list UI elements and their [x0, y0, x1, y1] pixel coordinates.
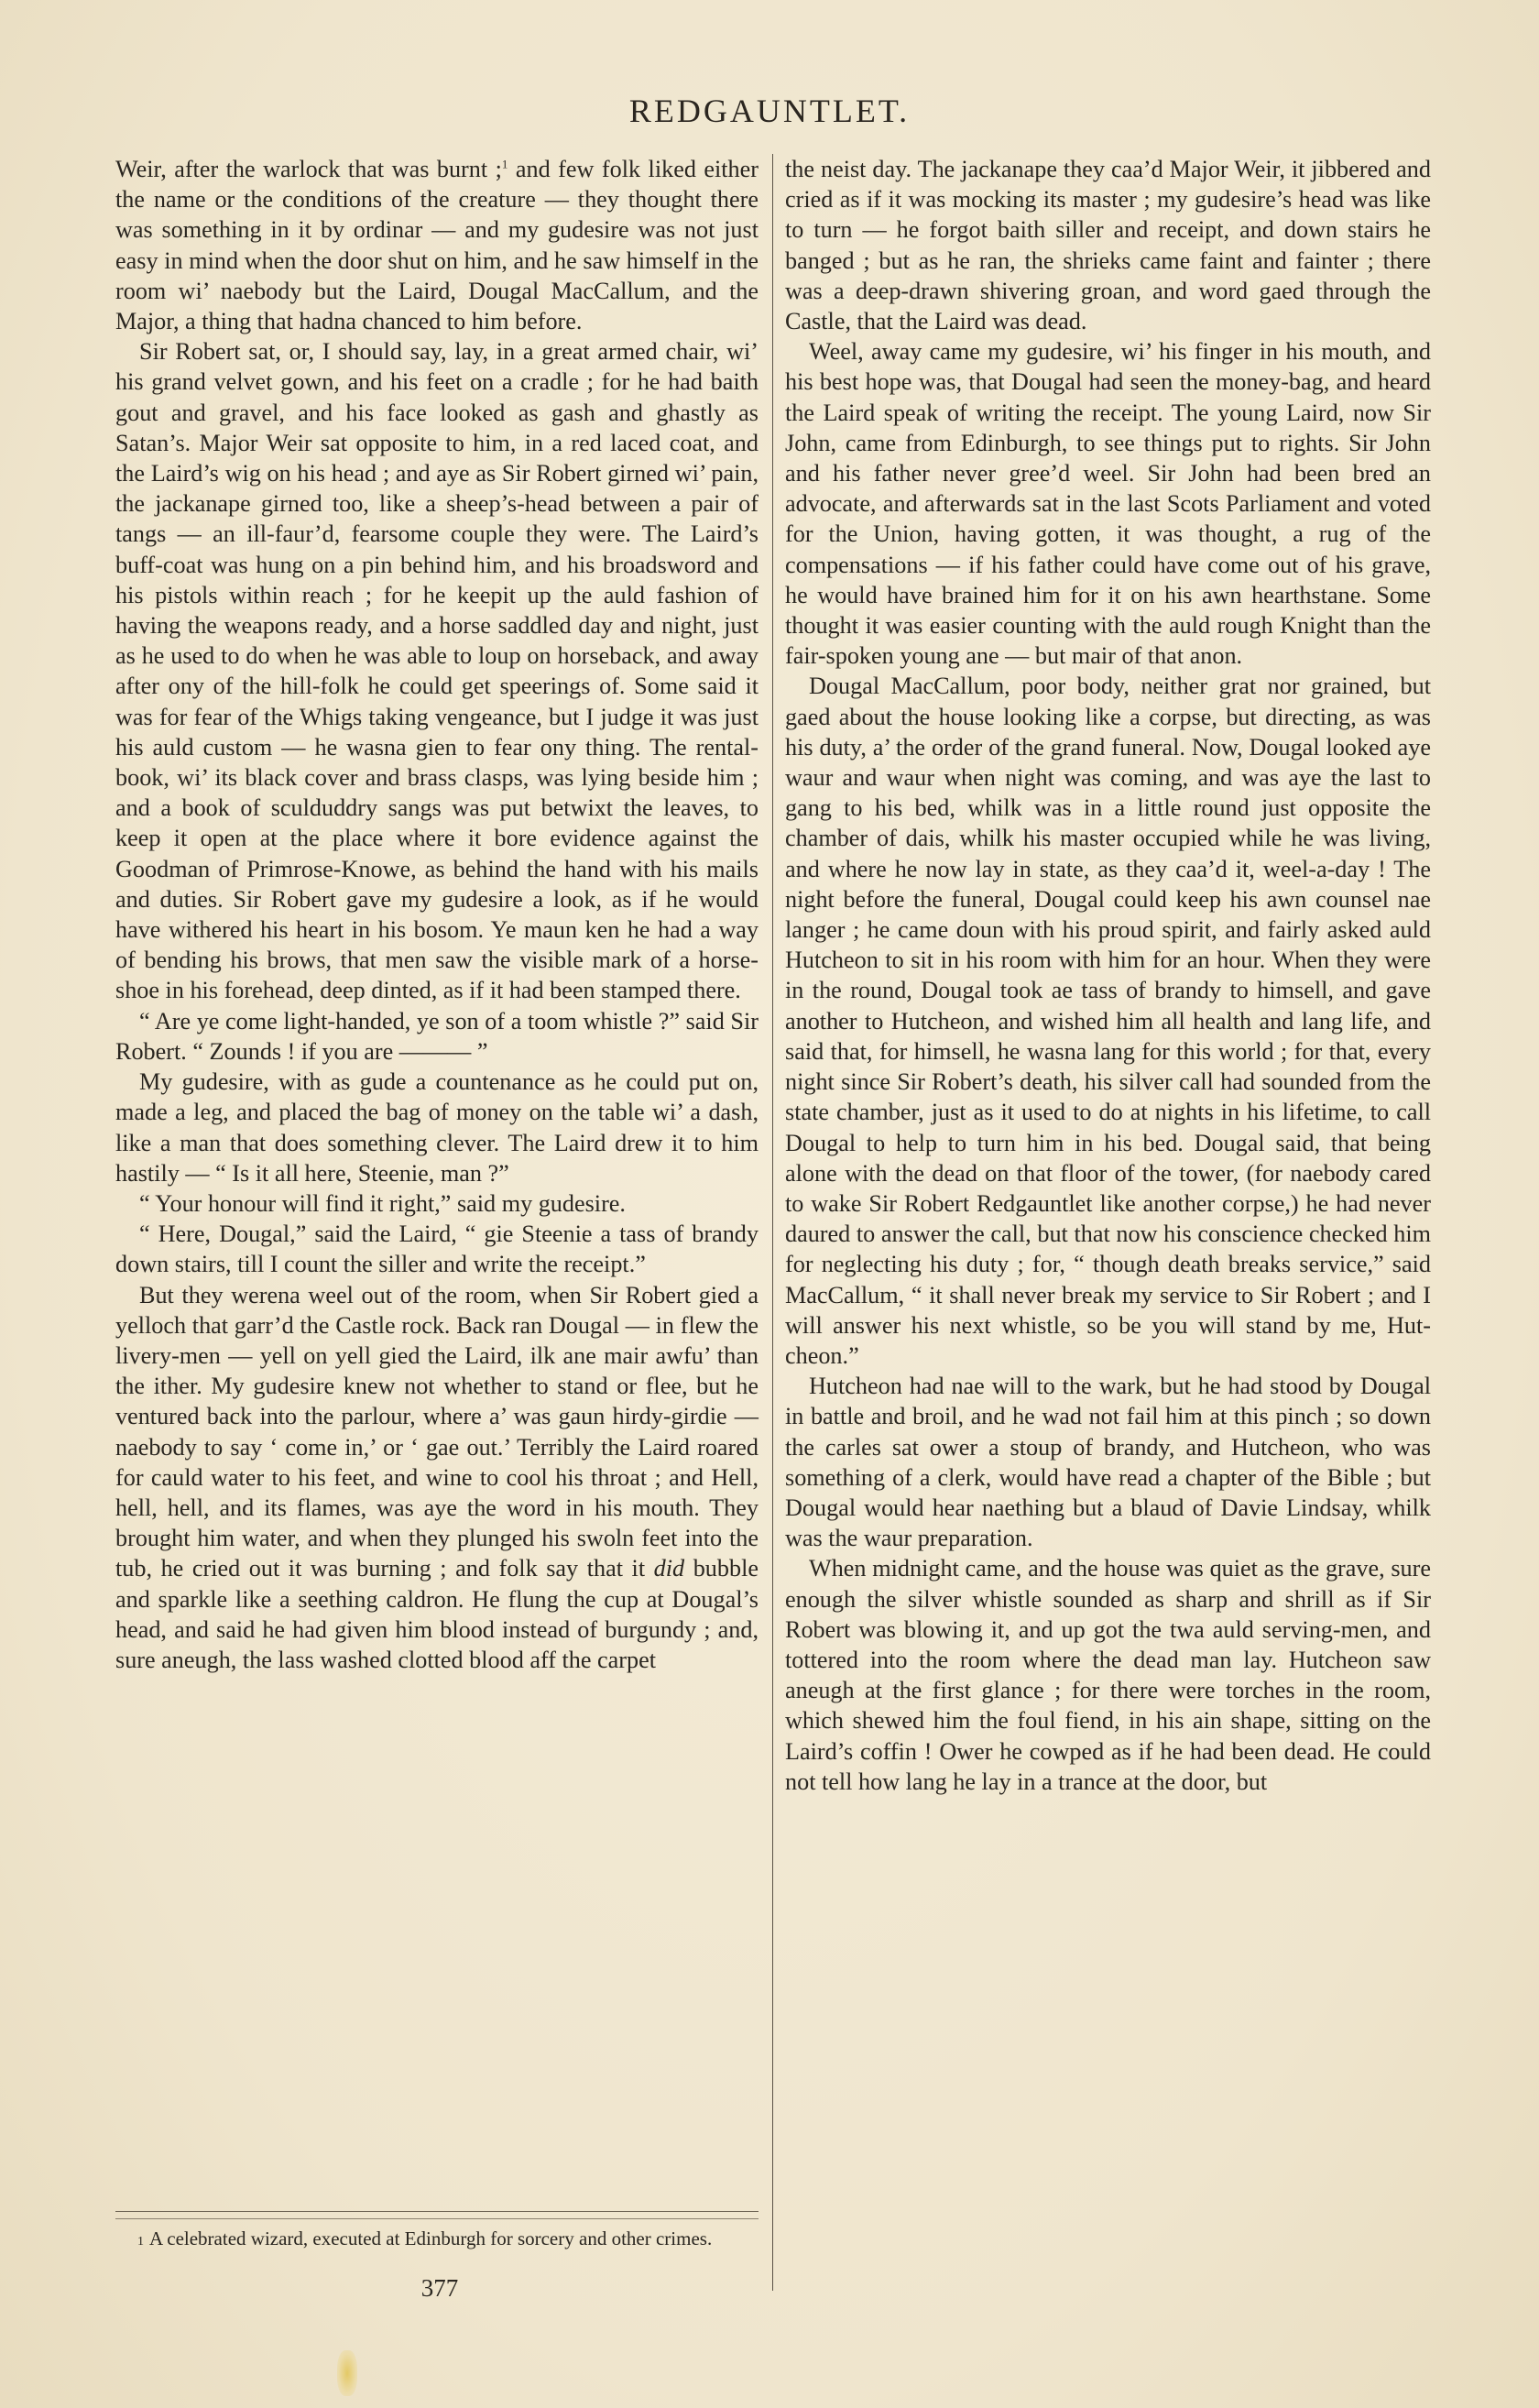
- paragraph: When midnight came, and the house was quiet as the grave, sure enough the silver whistle sounded as sharp and shrill as if Sir Robert was blowing it, and up got the twa auld serving-men, and tottered into the room where the dead man lay. Hutcheon saw aneugh at the first glance ; for there were torches in the room, which shewed him the foul fiend, in his ain shape, sitting on the Laird’s coffin ! Ower he cowped as if he had been dead. He could not tell how lang he lay in a trance at the door, but: [785, 1555, 1431, 1795]
- paragraph: Hutcheon had nae will to the wark, but he had stood by Dougal in battle and broil, and he wad not fail him at this pinch ; so down the carles sat ower a stoup of brandy, and Hutcheon, who was something of a clerk, would have read a chapter of the Bible ; but Dougal would hear naething but a blaud of Davie Lindsay, whilk was the waur preparation.: [785, 1373, 1431, 1552]
- page-number: 377: [420, 2274, 459, 2302]
- left-column: [115, 154, 759, 1675]
- paragraph: “ Your honour will find it right,” said my gudesire.: [139, 1189, 626, 1217]
- paper-stain: [337, 2350, 357, 2396]
- column-divider: [772, 154, 773, 2291]
- footnote-rule: [115, 2211, 759, 2212]
- footnote-text: A celebrated wizard, executed at Edinburgh for sorcery and other crimes.: [149, 2227, 713, 2249]
- right-column: [785, 154, 1431, 1797]
- paragraph: “ Are ye come light-handed, ye son of a toom whistle ?” said Sir Robert. “ Zounds ! if you are ——— ”: [115, 1007, 759, 1065]
- footnote-rule-secondary: [115, 2218, 759, 2219]
- paragraph: Weir, after the warlock that was burnt ;$^1$ and few folk liked either the name or the conditions of the creature — they thought there was something in it by ordinar — and my gudesire was not just easy in mind when the door shut on him, and he saw himself in the room wi’ naebody but the Laird, Dougal MacCallum, and the Major, a thing that hadna chanced to him before.: [115, 156, 759, 335]
- running-head: REDGAUNTLET.: [628, 93, 911, 129]
- paragraph: Sir Robert sat, or, I should say, lay, in a great armed chair, wi’ his grand velvet gown, and his feet on a cradle ; for he had baith gout and gravel, and his face looked as gash and ghastly as Satan’s. Major Weir sat opposite to him, in a red laced coat, and the Laird’s wig on his head ; and aye as Sir Robert girned wi’ pain, the jackanape girned too, like a sheep’s-head between a pair of tangs — an ill-faur’d, fearsome couple they were. The Laird’s buff-coat was hung on a pin behind him, and his broadsword and his pistols within reach ; for he keepit up the auld fashion of having the weapons ready, and a horse saddled day and night, just as he used to do when he was able to loup on horseback, and away after ony of the hill-folk he could get speerings of. Some said it was for fear of the Whigs taking vengeance, but I judge it was just his auld custom — he wasna gien to fear ony thing. The rental-book, wi’ its black cover and brass clasps, was lying beside him ; and a book of sculduddry sangs was put betwixt the leaves, to keep it open at the place where it bore evidence against the Goodman of Primrose-Knowe, as behind the hand with his mails and duties. Sir Robert gave my gudesire a look, as if he would have withered his heart in his bosom. Ye maun ken he had a way of bending his brows, that men saw the visible mark of a horse-shoe in his forehead, deep dinted, as if it had been stamped there.: [115, 338, 759, 1004]
- footnote: [115, 2227, 759, 2253]
- paragraph: Weel, away came my gudesire, wi’ his finger in his mouth, and his best hope was, that Dougal had seen the money-bag, and heard the Laird speak of writing the receipt. The young Laird, now Sir John, came from Edinburgh, to see things put to rights. Sir John and his father never gree’d weel. Sir John had been bred an advocate, and afterwards sat in the last Scots Parliament and voted for the Union, having gotten, it was thought, a rug of the compensations — if his father could have come out of his grave, he would have brained him for it on his awn hearthstane. Some thought it was easier counting with the auld rough Knight than the fair-spoken young ane — but mair of that anon.: [785, 338, 1431, 670]
- footnote-reference: 1: [501, 157, 508, 171]
- paragraph: Dougal MacCallum, poor body, neither grat nor grained, but gaed about the house looking like a corpse, but directing, as was his duty, a’ the order of the grand funeral. Now, Dougal looked aye waur and waur when night was coming, and was aye the last to gang to his bed, whilk was in a little round just opposite the chamber of dais, whilk his master occupied while he was living, and where he now lay in state, as they caa’d it, weel-a-day ! The night before the funeral, Dougal could keep his awn counsel nae langer ; he came doun with his proud spirit, and fairly asked auld Hutcheon to sit in his room with him for an hour. When they were in the round, Dougal took ae tass of brandy to himsell, and gave another to Hutcheon, and wished him all health and lang life, and said that, for himsell, he wasna lang for this world ; for that, every night since Sir Robert’s death, his silver call had sounded from the state chamber, just as it used to do at nights in his lifetime, to call Dougal to help to turn him in his bed. Dougal said, that being alone with the dead on that floor of the tower, (for naebody cared to wake Sir Robert Redgauntlet like another corpse,) he had never daured to answer the call, but that now his conscience checked him for neglecting his duty ; for, “ though death breaks service,” said MacCallum, “ it shall never break my service to Sir Robert ; and I will answer his next whistle, so be you will stand by me, Hutcheon.”: [785, 673, 1431, 1369]
- paragraph: “ Here, Dougal,” said the Laird, “ gie Steenie a tass of brandy down stairs, till I count the siller and write the receipt.”: [115, 1220, 759, 1278]
- paragraph: But they werena weel out of the room, when Sir Robert gied a yelloch that garr’d the Castle rock. Back ran Dougal — in flew the livery-men — yell on yell gied the Laird, ilk ane mair awfu’ than the ither. My gudesire knew not whether to stand or flee, but he ventured back into the parlour, where a’ was gaun hirdy-girdie — naebody to say ‘ come in,’ or ‘ gae out.’ Terribly the Laird roared for cauld water to his feet, and wine to cool his throat ; and Hell, hell, hell, and its flames, was aye the word in his mouth. They brought him water, and when they plunged his swoln feet into the tub, he cried out it was burning ; and folk say that it did bubble and sparkle like a seething caldron. He flung the cup at Dougal’s head, and said he had given him blood instead of burgundy ; and, sure aneugh, the lass washed clotted blood aff the carpet: [115, 1281, 759, 1673]
- footnote-mark: 1: [137, 2235, 144, 2249]
- paragraph: My gudesire, with as gude a countenance as he could put on, made a leg, and placed the bag of money on the table wi’ a dash, like a man that does something clever. The Laird drew it to him hastily — “ Is it all here, Steenie, man ?”: [115, 1068, 759, 1187]
- emphasis: did: [653, 1555, 685, 1582]
- paragraph: the neist day. The jackanape they caa’d Major Weir, it jibbered and cried as if it was mocking its master ; my gudesire’s head was like to turn — he forgot baith siller and receipt, and down stairs he banged ; but as he ran, the shrieks came faint and fainter ; there was a deep-drawn shivering groan, and word gaed through the Castle, that the Laird was dead.: [785, 156, 1431, 335]
